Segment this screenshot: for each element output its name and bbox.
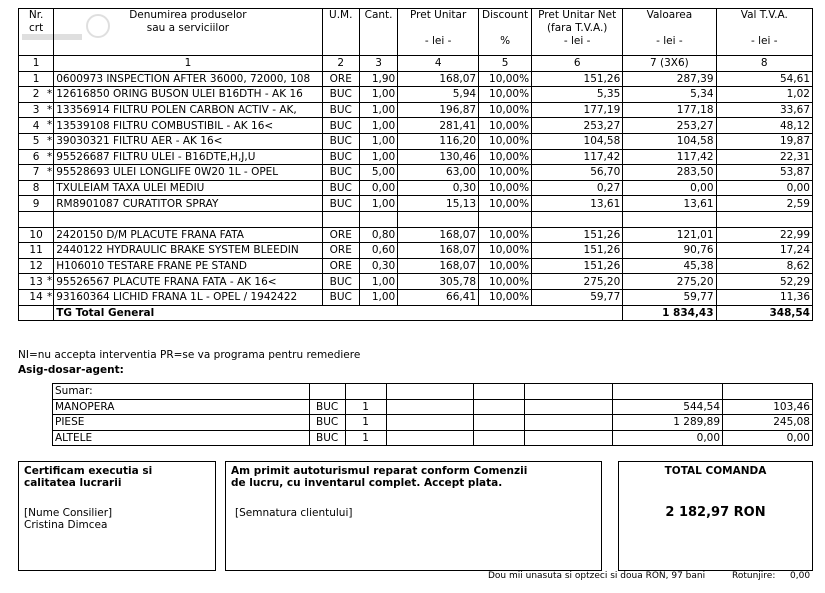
item-pret: 168,07 — [398, 71, 479, 87]
item-pret: 63,00 — [398, 165, 479, 181]
item-cant: 1,00 — [359, 149, 397, 165]
summary-empty — [386, 399, 474, 415]
item-um — [322, 211, 359, 227]
total-box — [618, 461, 813, 571]
item-tva — [716, 211, 812, 227]
table-row — [19, 118, 813, 134]
summary-qty: 1 — [345, 399, 386, 415]
item-discount: 10,00% — [479, 165, 532, 181]
item-tva: 19,87 — [716, 133, 812, 149]
summary-label: ALTELE — [53, 430, 310, 446]
item-tva: 0,00 — [716, 180, 812, 196]
item-pret-net: 151,26 — [532, 258, 623, 274]
item-pret-net: 253,27 — [532, 118, 623, 134]
total-row — [19, 305, 813, 321]
asig-label: Asig-dosar-agent: — [18, 364, 124, 376]
item-nr: 10 — [19, 227, 54, 243]
item-pret: 168,07 — [398, 258, 479, 274]
summary-um: BUC — [309, 430, 345, 446]
summary-qty: 1 — [345, 430, 386, 446]
total-general-label: TG Total General — [54, 305, 623, 321]
table-row — [19, 196, 813, 212]
item-cant: 1,00 — [359, 133, 397, 149]
item-tva: 8,62 — [716, 258, 812, 274]
rounding-value: 0,00 — [790, 571, 811, 581]
item-tva: 22,31 — [716, 149, 812, 165]
item-nr: 6 * — [19, 149, 54, 165]
item-name: 2440122 HYDRAULIC BRAKE SYSTEM BLEEDIN — [54, 243, 322, 259]
item-nr: 8 — [19, 180, 54, 196]
item-cant: 0,30 — [359, 258, 397, 274]
item-discount: 10,00% — [479, 227, 532, 243]
item-um: BUC — [322, 102, 359, 118]
item-name: H106010 TESTARE FRANE PE STAND — [54, 258, 322, 274]
item-cant: 0,60 — [359, 243, 397, 259]
item-pret: 15,13 — [398, 196, 479, 212]
item-discount: 10,00% — [479, 102, 532, 118]
summary-row — [53, 415, 813, 431]
item-um: BUC — [322, 87, 359, 103]
item-discount: 10,00% — [479, 149, 532, 165]
item-valoarea: 283,50 — [623, 165, 716, 181]
item-pret-net: 151,26 — [532, 71, 623, 87]
item-um: BUC — [322, 274, 359, 290]
summary-row — [53, 430, 813, 446]
item-tva: 53,87 — [716, 165, 812, 181]
item-pret-net: 59,77 — [532, 289, 623, 305]
item-valoarea: 13,61 — [623, 196, 716, 212]
summary-tva: 245,08 — [723, 415, 813, 431]
item-nr: 1 — [19, 71, 54, 87]
item-valoarea: 121,01 — [623, 227, 716, 243]
item-discount: 10,00% — [479, 289, 532, 305]
col-index: 1 — [54, 56, 322, 72]
summary-um: BUC — [309, 399, 345, 415]
table-row — [19, 227, 813, 243]
item-pret-net: 117,42 — [532, 149, 623, 165]
item-discount: 10,00% — [479, 118, 532, 134]
summary-value: 544,54 — [613, 399, 723, 415]
col-index: 2 — [322, 56, 359, 72]
item-name: TXULEIAM TAXA ULEI MEDIU — [54, 180, 322, 196]
summary-title-row — [53, 384, 813, 400]
item-cant: 1,00 — [359, 274, 397, 290]
item-nr — [19, 211, 54, 227]
item-pret: 130,46 — [398, 149, 479, 165]
item-um: ORE — [322, 258, 359, 274]
client-signature-placeholder: [Semnatura clientului] — [235, 507, 353, 519]
header-nr: Nr. crt — [19, 9, 54, 56]
column-index-row — [19, 56, 813, 72]
cert-line-1: Certificam executia si — [24, 465, 153, 477]
item-discount: 10,00% — [479, 71, 532, 87]
summary-qty: 1 — [345, 415, 386, 431]
item-name: 95526567 PLACUTE FRANA FATA - AK 16< — [54, 274, 322, 290]
item-name: 95526687 FILTRU ULEI - B16DTE,H,J,U — [54, 149, 322, 165]
item-pret: 5,94 — [398, 87, 479, 103]
header-pret-net: Pret Unitar Net (fara T.V.A.) - lei - — [532, 9, 623, 56]
item-um: BUC — [322, 196, 359, 212]
summary-empty — [386, 415, 474, 431]
col-index: 7 (3X6) — [623, 56, 716, 72]
total-general-value: 1 834,43 — [623, 305, 716, 321]
item-name: 39030321 FILTRU AER - AK 16< — [54, 133, 322, 149]
col-index: 8 — [716, 56, 812, 72]
item-um: BUC — [322, 165, 359, 181]
table-row — [19, 102, 813, 118]
item-um: BUC — [322, 289, 359, 305]
item-discount: 10,00% — [479, 196, 532, 212]
item-pret: 116,20 — [398, 133, 479, 149]
item-name: 2420150 D/M PLACUTE FRANA FATA — [54, 227, 322, 243]
item-discount: 10,00% — [479, 243, 532, 259]
item-cant: 0,80 — [359, 227, 397, 243]
item-discount: 10,00% — [479, 87, 532, 103]
item-cant: 1,00 — [359, 196, 397, 212]
item-um: BUC — [322, 118, 359, 134]
rounding-label: Rotunjire: — [732, 571, 776, 581]
item-cant: 1,00 — [359, 102, 397, 118]
col-index: 6 — [532, 56, 623, 72]
item-nr: 5 * — [19, 133, 54, 149]
item-nr: 14 * — [19, 289, 54, 305]
item-nr: 4 * — [19, 118, 54, 134]
item-valoarea: 45,38 — [623, 258, 716, 274]
item-pret — [398, 211, 479, 227]
item-valoarea: 104,58 — [623, 133, 716, 149]
item-pret-net: 5,35 — [532, 87, 623, 103]
item-name: 13356914 FILTRU POLEN CARBON ACTIV - AK, — [54, 102, 322, 118]
consilier-name: Cristina Dimcea — [24, 519, 108, 531]
header-valoarea: Valoarea - lei - — [623, 9, 716, 56]
table-row — [19, 258, 813, 274]
item-um: ORE — [322, 71, 359, 87]
total-value: 2 182,97 RON — [665, 505, 766, 520]
item-tva: 2,59 — [716, 196, 812, 212]
summary-empty — [474, 399, 525, 415]
item-tva: 33,67 — [716, 102, 812, 118]
table-row — [19, 71, 813, 87]
summary-tva: 0,00 — [723, 430, 813, 446]
item-um: BUC — [322, 133, 359, 149]
total-general-tva: 348,54 — [716, 305, 812, 321]
summary-value: 1 289,89 — [613, 415, 723, 431]
item-cant: 1,00 — [359, 118, 397, 134]
header-discount: Discount % — [479, 9, 532, 56]
item-pret-net: 151,26 — [532, 227, 623, 243]
summary-label: PIESE — [53, 415, 310, 431]
item-pret-net: 151,26 — [532, 243, 623, 259]
item-discount: 10,00% — [479, 258, 532, 274]
item-valoarea: 275,20 — [623, 274, 716, 290]
table-row — [19, 133, 813, 149]
col-index: 1 — [19, 56, 54, 72]
item-nr: 11 — [19, 243, 54, 259]
table-row — [19, 243, 813, 259]
item-pret: 0,30 — [398, 180, 479, 196]
item-um: BUC — [322, 180, 359, 196]
item-cant: 0,00 — [359, 180, 397, 196]
item-pret: 305,78 — [398, 274, 479, 290]
table-row — [19, 149, 813, 165]
table-row — [19, 165, 813, 181]
item-nr: 3 * — [19, 102, 54, 118]
item-name — [54, 211, 322, 227]
item-name: 12616850 ORING BUSON ULEI B16DTH - AK 16 — [54, 87, 322, 103]
item-pret: 168,07 — [398, 227, 479, 243]
table-row — [19, 211, 813, 227]
item-um: ORE — [322, 243, 359, 259]
item-nr: 2 * — [19, 87, 54, 103]
item-name: RM8901087 CURATITOR SPRAY — [54, 196, 322, 212]
item-pret: 168,07 — [398, 243, 479, 259]
header-denumire: Denumirea produselor sau a serviciilor — [54, 9, 322, 56]
item-tva: 17,24 — [716, 243, 812, 259]
summary-table — [52, 383, 813, 446]
item-nr: 9 — [19, 196, 54, 212]
item-um: ORE — [322, 227, 359, 243]
accept-line-2: de lucru, cu inventarul complet. Accept plata. — [231, 477, 503, 489]
item-discount: 10,00% — [479, 274, 532, 290]
item-pret: 281,41 — [398, 118, 479, 134]
table-row — [19, 180, 813, 196]
summary-label: MANOPERA — [53, 399, 310, 415]
item-pret-net: 104,58 — [532, 133, 623, 149]
item-name: 95528693 ULEI LONGLIFE 0W20 1L - OPEL — [54, 165, 322, 181]
header-cant: Cant. — [359, 9, 397, 56]
summary-empty — [525, 399, 613, 415]
item-valoarea: 0,00 — [623, 180, 716, 196]
header-um: U.M. — [322, 9, 359, 56]
cert-line-2: calitatea lucrarii — [24, 477, 122, 489]
summary-title: Sumar: — [53, 384, 310, 400]
items-table — [18, 8, 813, 321]
col-index: 3 — [359, 56, 397, 72]
item-pret-net — [532, 211, 623, 227]
item-um: BUC — [322, 149, 359, 165]
item-pret-net: 275,20 — [532, 274, 623, 290]
table-row — [19, 274, 813, 290]
summary-um: BUC — [309, 415, 345, 431]
certificate-box — [18, 461, 216, 571]
item-tva: 54,61 — [716, 71, 812, 87]
item-valoarea: 59,77 — [623, 289, 716, 305]
item-nr: 13 * — [19, 274, 54, 290]
item-discount: 10,00% — [479, 133, 532, 149]
item-pret: 196,87 — [398, 102, 479, 118]
item-valoarea: 253,27 — [623, 118, 716, 134]
item-tva: 1,02 — [716, 87, 812, 103]
item-cant — [359, 211, 397, 227]
table-row — [19, 87, 813, 103]
summary-empty — [386, 430, 474, 446]
item-name: 0600973 INSPECTION AFTER 36000, 72000, 108 — [54, 71, 322, 87]
summary-tva: 103,46 — [723, 399, 813, 415]
item-name: 93160364 LICHID FRANA 1L - OPEL / 1942422 — [54, 289, 322, 305]
item-pret-net: 13,61 — [532, 196, 623, 212]
legend-note: NI=nu accepta interventia PR=se va programa pentru remediere — [18, 349, 361, 361]
summary-row — [53, 399, 813, 415]
accept-line-1: Am primit autoturismul reparat conform Comenzii — [231, 465, 528, 477]
item-nr: 12 — [19, 258, 54, 274]
item-tva: 52,29 — [716, 274, 812, 290]
item-valoarea — [623, 211, 716, 227]
item-pret-net: 56,70 — [532, 165, 623, 181]
item-tva: 22,99 — [716, 227, 812, 243]
summary-empty — [474, 430, 525, 446]
item-tva: 48,12 — [716, 118, 812, 134]
item-tva: 11,36 — [716, 289, 812, 305]
header-tva: Val T.V.A. - lei - — [716, 9, 812, 56]
summary-empty — [525, 430, 613, 446]
item-discount: 10,00% — [479, 180, 532, 196]
item-cant: 5,00 — [359, 165, 397, 181]
total-label: TOTAL COMANDA — [664, 465, 767, 477]
table-row — [19, 289, 813, 305]
item-pret-net: 177,19 — [532, 102, 623, 118]
item-name: 13539108 FILTRU COMBUSTIBIL - AK 16< — [54, 118, 322, 134]
item-cant: 1,00 — [359, 289, 397, 305]
item-nr: 7 * — [19, 165, 54, 181]
consilier-placeholder: [Nume Consilier] — [24, 507, 113, 519]
col-index: 4 — [398, 56, 479, 72]
item-cant: 1,90 — [359, 71, 397, 87]
item-cant: 1,00 — [359, 87, 397, 103]
amount-in-words: Dou mii unasuta si optzeci si doua RON, 97 bani — [488, 571, 706, 581]
item-valoarea: 5,34 — [623, 87, 716, 103]
item-valoarea: 90,76 — [623, 243, 716, 259]
summary-empty — [525, 415, 613, 431]
header-pret: Pret Unitar - lei - — [398, 9, 479, 56]
item-pret: 66,41 — [398, 289, 479, 305]
item-discount — [479, 211, 532, 227]
item-pret-net: 0,27 — [532, 180, 623, 196]
item-valoarea: 117,42 — [623, 149, 716, 165]
col-index: 5 — [479, 56, 532, 72]
acceptance-box — [225, 461, 602, 571]
item-valoarea: 177,18 — [623, 102, 716, 118]
summary-value: 0,00 — [613, 430, 723, 446]
total-empty — [19, 305, 54, 321]
item-valoarea: 287,39 — [623, 71, 716, 87]
summary-empty — [474, 415, 525, 431]
